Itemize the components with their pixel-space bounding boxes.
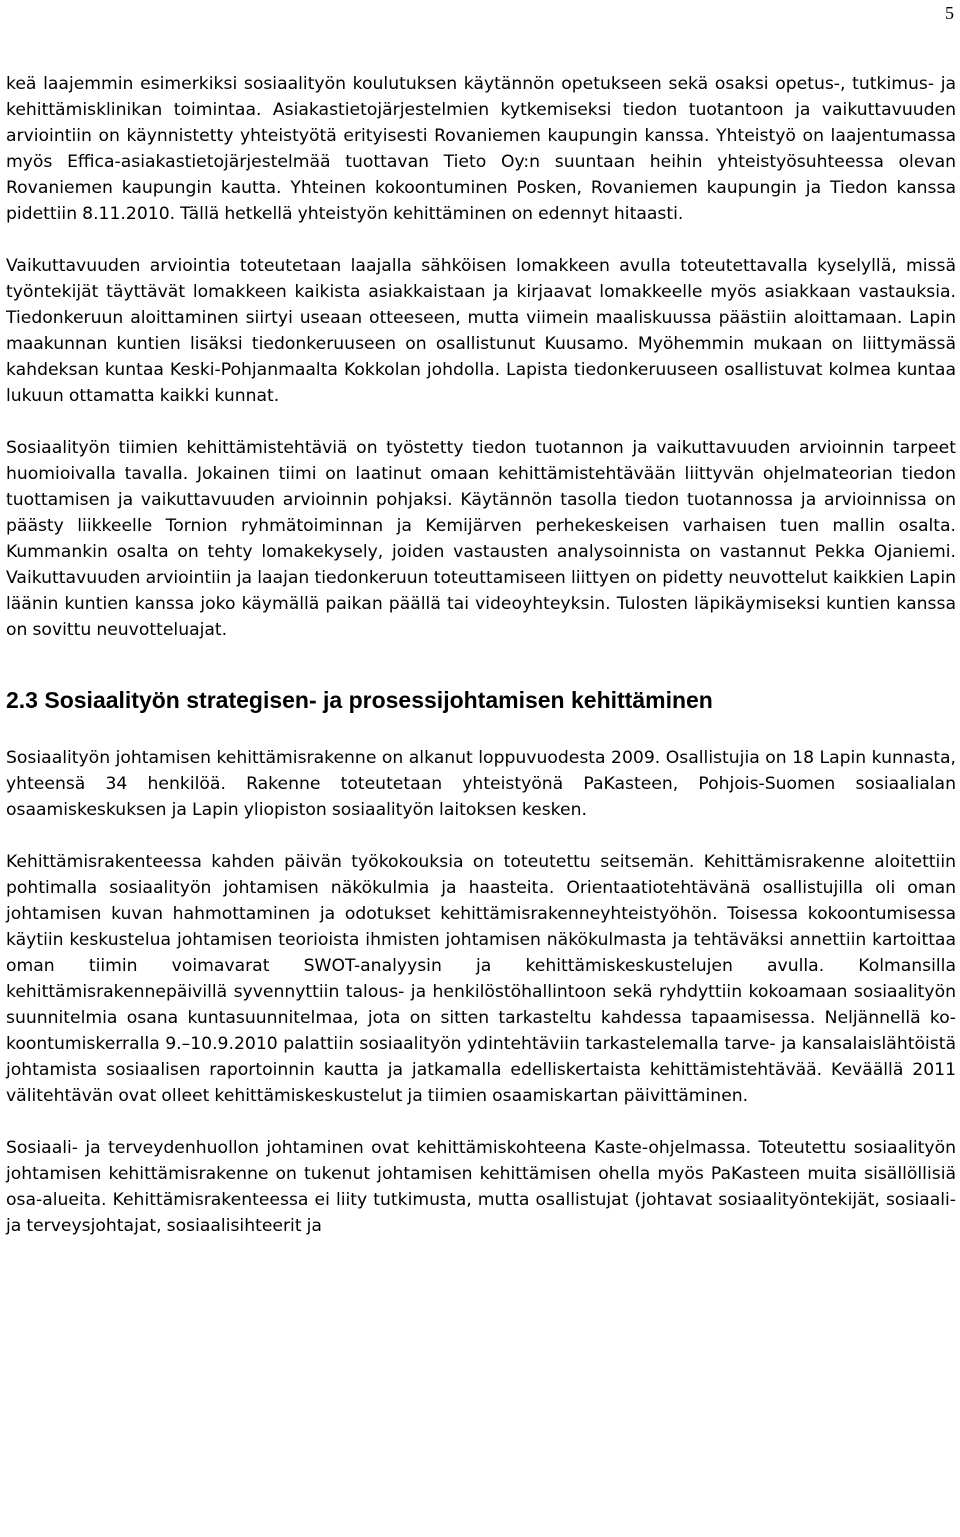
paragraph-johtamisen-kehittamisrakenne: Sosiaalityön johtamisen kehittämisrakenne on alkanut loppuvuodesta 2009. Osallistujia on 18 Lapin kunnasta, yhteensä 34 henkilöä. Rakenne toteutetaan yhteistyönä PaKasteen, Pohjois-Suomen sosiaalialan osaamiskeskuksen ja Lapin yliopiston sosiaalityön laitoksen kesken. [6, 748, 956, 820]
paragraph-tiimien-kehittamistehtavat: Sosiaalityön tiimien kehittämistehtäviä on työstetty tiedon tuotannon ja vaikuttavuuden arvioinnin tarpeet huomioivalla tavalla. Jokainen tiimi on laatinut omaan kehittämistehtävään liittyvän ohjelmateorian tiedon tuottamisen ja vaikuttavuuden arvioinnin pohjaksi. Käytännön tasolla tiedon tuotannossa ja arvioinnissa on päästy liikkeelle Tornion ryhmätoiminnan ja Kemijärven perhekeskeisen varhaisen tuen mallin osalta. Kummankin osalta on tehty lomakekysely, joiden vastausten analysoinnista on vastannut Pekka Ojaniemi. Vaikuttavuuden arviointiin ja laajan tiedonkeruun toteuttamiseen liittyen on pidetty neuvottelut kaikkien Lapin läänin kuntien kanssa joko käymällä paikan päällä tai videoyhteyksin. Tulosten läpikäymiseksi kuntien kanssa on sovittu neuvotteluajat. [6, 438, 956, 640]
paragraph-asiakastietojarjestelmat: keä laajemmin esimerkiksi sosiaalityön koulutuksen käytännön opetukseen sekä osaksi opetus-, tutkimus- ja kehittämisklinikan toimintaa. Asiakastietojärjestelmien kytkemiseksi tiedon tuotantoon ja vaikuttavuuden arviointiin on käynnistetty yhteistyötä erityisesti Rovaniemen kaupungin kanssa. Yhteistyö on laajentumassa myös Effica-asiakastietojärjestelmää tuottavan Tieto Oy:n suuntaan heihin yhteistyösuhteessa olevan Rovaniemen kaupungin kautta. Yhteinen kokoontuminen Posken, Rovaniemen kaupungin ja Tiedon kanssa pidettiin 8.11.2010. Tällä hetkellä yhteistyön kehittäminen on edennyt hitaasti. [6, 74, 956, 224]
section-heading [6, 685, 956, 715]
page-number: 5 [945, 3, 954, 23]
paragraph-vaikuttavuuden-arviointi: Vaikuttavuuden arviointia toteutetaan laajalla sähköisen lomakkeen avulla toteutettavalla kyselyllä, missä työntekijät täyttävät lomakkeen kaikista asiakkaistaan ja kirjaavat lomakkeelle myös asiakkaan vastauksia. Tiedonkeruun aloittaminen siirtyi useaan otteeseen, mutta viimein maaliskuussa päästiin aloittamaan. Lapin maakunnan kuntien lisäksi tiedonkeruuseen on osallistunut Kuusamo. Myöhemmin mukaan on liittymässä kahdeksan kuntaa Keski-Pohjanmaalta Kokkolan johdolla. Lapista tiedonkeruuseen osallistuvat kolmea kuntaa lukuun ottamatta kaikki kunnat. [6, 256, 956, 406]
paragraph-tyokokoukset: Kehittämisrakenteessa kahden päivän työkokouksia on toteutettu seitsemän. Kehittämisrakenne aloitettiin pohtimalla sosiaalityön johtamisen näkökulmia ja haasteita. Orientaatiotehtävänä osallistujilla oli oman johtamisen kuvan hahmottaminen ja odotukset kehittämisrakenneyhteistyöhön. Toisessa kokoontumisessa käytiin keskustelua johtamisen teorioista ihmisten johtamisen näkökulmasta ja tehtäväksi annettiin kartoittaa oman tiimin voimavarat SWOT-analyysin ja kehittämiskeskustelujen avulla. Kolmansilla kehittämisrakennepäivillä syvennyttiin talous- ja henkilöstöhallintoon sekä ryhdyttiin kokoamaan sosiaalityön suunnitelmia osana kuntasuunnitelmaa, jota on sitten tarkasteltu kahdessa tapaamisessa. Neljännellä kokoontumiskerralla 9.–10.9.2010 palattiin sosiaalityön ydintehtäviin tarkastelemalla tarve- ja kansalaislähtöistä johtamista sosiaalisen raportoinnin kautta ja jatkamalla edelliskertaista kehittämistehtävää. Keväällä 2011 välitehtävän ovat olleet kehittämiskeskustelut ja tiimien osaamiskartan päivittäminen. [6, 852, 956, 1106]
paragraph-kaste-ohjelma: Sosiaali- ja terveydenhuollon johtaminen ovat kehittämiskohteena Kaste-ohjelmassa. Toteutettu sosiaalityön johtamisen kehittämisrakenne on tukenut johtamisen kehittämisen ohella myös PaKasteen muita sisällöllisiä osa-alueita. Kehittämisrakenteessa ei liity tutkimusta, mutta osallistujat (johtavat sosiaalityöntekijät, sosiaali- ja terveysjohtajat, sosiaalisihteerit ja [6, 1138, 956, 1236]
page-content [6, 71, 956, 1239]
section-number: 2.3 [6, 687, 38, 713]
section-title: Sosiaalityön strategisen- ja prosessijohtamisen kehittäminen [44, 687, 713, 713]
